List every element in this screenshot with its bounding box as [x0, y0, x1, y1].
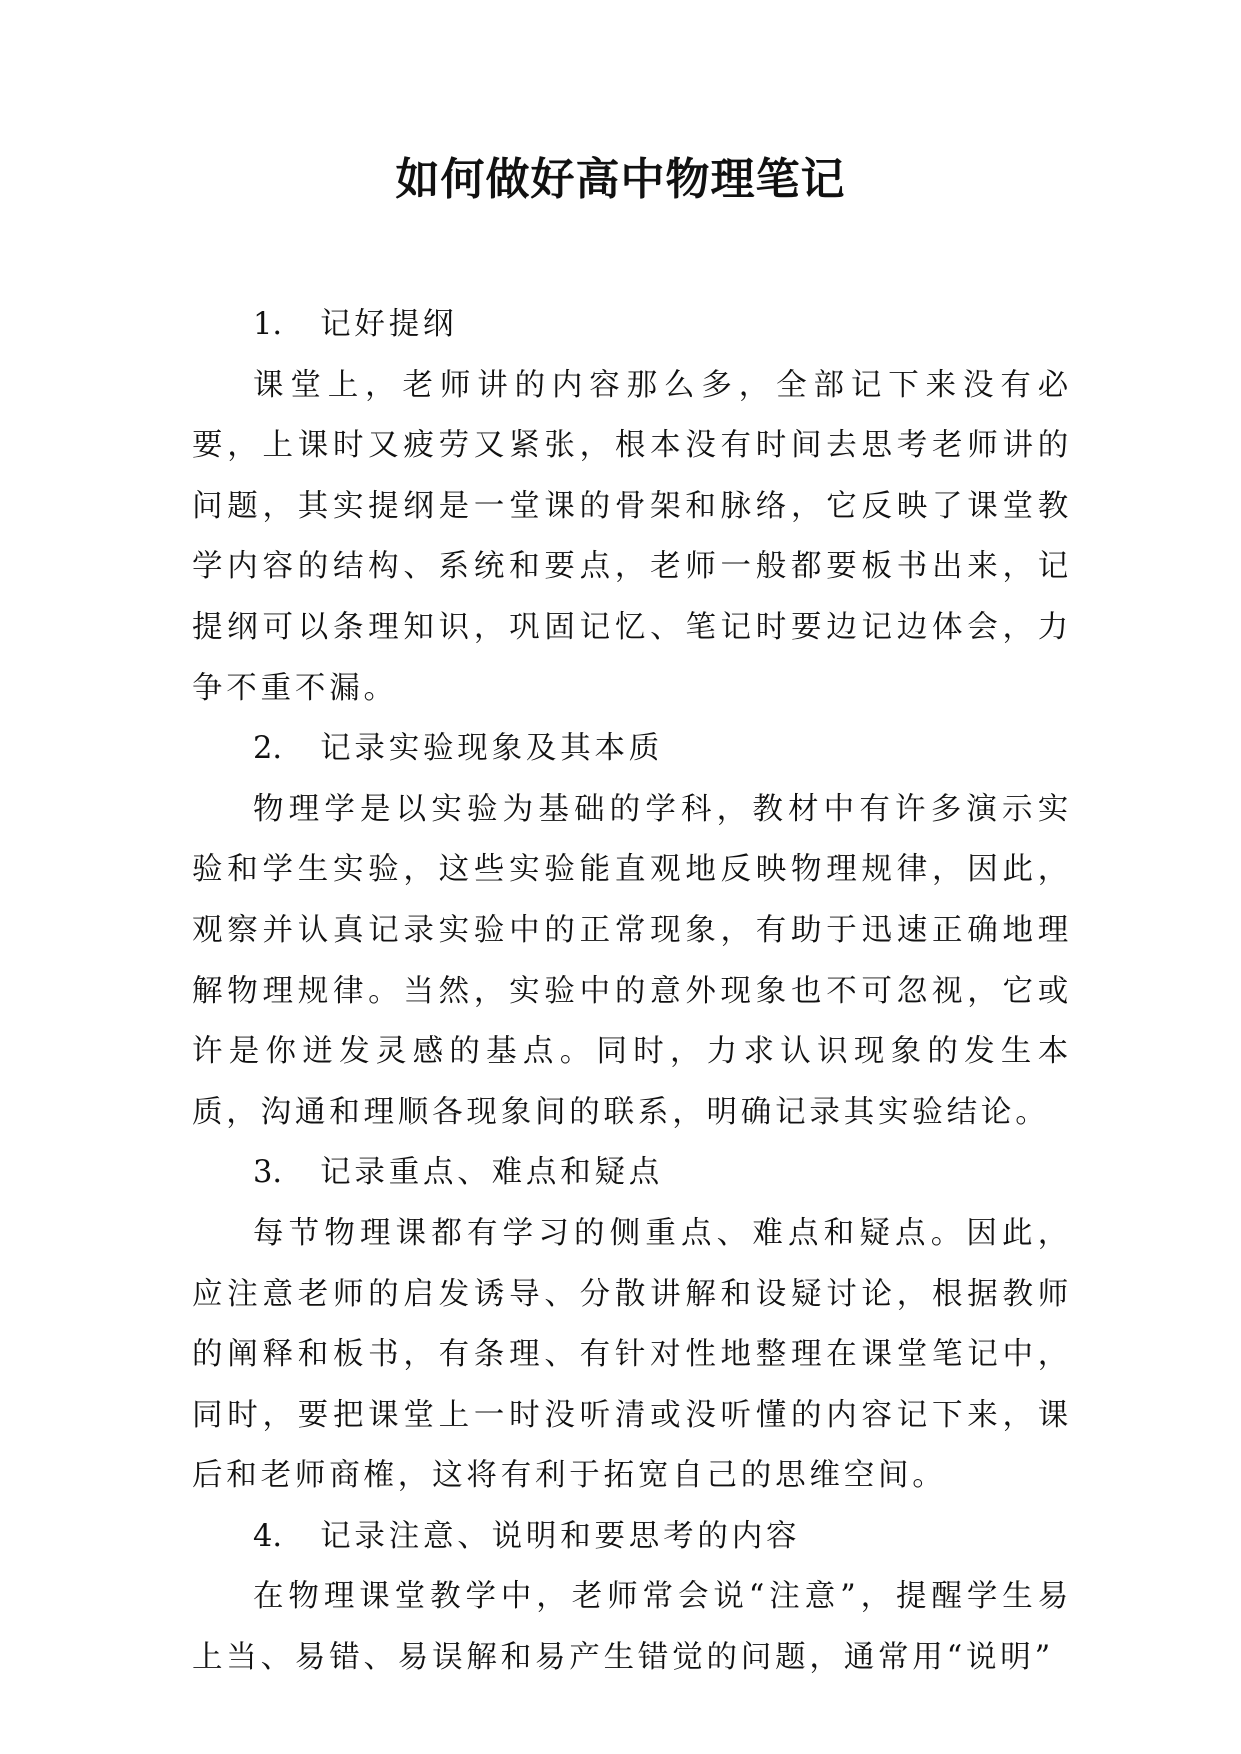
section-paragraph-4: 在物理课堂教学中，老师常会说“注意”，提醒学生易上当、易错、易误解和易产生错觉的问题，通常用“说明” [192, 1579, 1072, 1676]
section-paragraph-1: 课堂上，老师讲的内容那么多，全部记下来没有必要，上课时又疲劳又紧张，根本没有时间去思考老师讲的问题，其实提纲是一堂课的骨架和脉络，它反映了课堂教学内容的结构、系统和要点，老师一般都要板书出来，记提纲可以条理知识，巩固记忆、笔记时要边记边体会，力争不重不漏。 [192, 367, 1072, 706]
section-heading-text: 记录注意、说明和要思考的内容 [320, 1518, 801, 1554]
section-heading-text: 记好提纲 [320, 307, 458, 342]
section-number: 3. [253, 1155, 283, 1191]
section-heading-3 [192, 1143, 1072, 1204]
section-heading-text: 记录实验现象及其本质 [320, 731, 664, 767]
section-heading-2 [192, 719, 1072, 780]
section-heading-1 [192, 295, 1072, 356]
section-heading-text: 记录重点、难点和疑点 [320, 1155, 664, 1191]
section-paragraph-3: 每节物理课都有学习的侧重点、难点和疑点。因此，应注意老师的启发诱导、分散讲解和设疑讨论，根据教师的阐释和板书，有条理、有针对性地整理在课堂笔记中，同时，要把课堂上一时没听清或没听懂的内容记下来，课后和老师商榷，这将有利于拓宽自己的思维空间。 [192, 1215, 1072, 1494]
section-number: 1. [253, 307, 283, 342]
document-title: 如何做好高中物理笔记 [395, 154, 846, 205]
section-paragraph-2: 物理学是以实验为基础的学科，教材中有许多演示实验和学生实验，这些实验能直观地反映物理规律，因此，观察并认真记录实验中的正常现象，有助于迅速正确地理解物理规律。当然，实验中的意外现象也不可忽视，它或许是你迸发灵感的基点。同时，力求认识现象的发生本质，沟通和理顺各现象间的联系，明确记录其实验结论。 [192, 791, 1072, 1130]
document-body [192, 295, 1072, 1689]
section-number: 2. [253, 731, 283, 767]
section-heading-4 [192, 1507, 1072, 1568]
section-number: 4. [253, 1518, 283, 1554]
